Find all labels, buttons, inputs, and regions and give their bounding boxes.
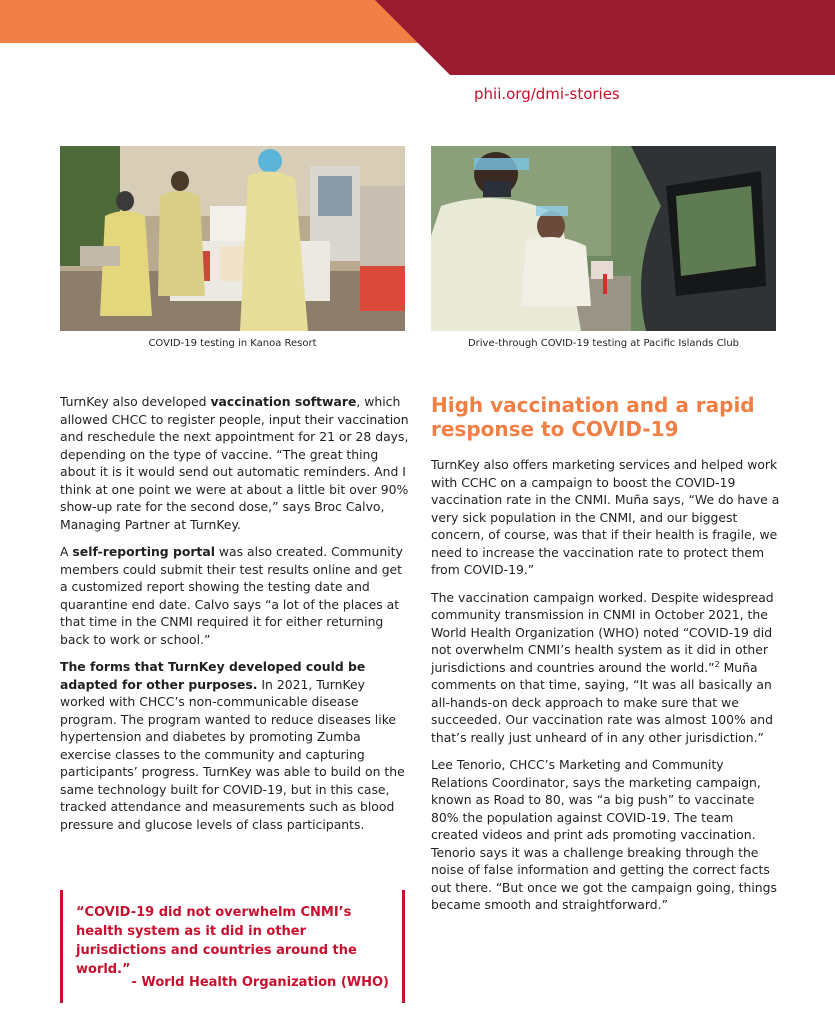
paragraph: Lee Tenorio, CHCC’s Marketing and Community Relations Coordinator, says the marketing campaign, known as Road to 80, was “a big push” to vaccinate 80% the population against COVID-19. The team created videos and print ads promoting vaccination. Tenorio says it was a challenge breaking through the noise of false information and getting the correct facts out there. “But once we got the campaign going, things became smooth and straightforward.” [431, 757, 777, 912]
paragraph: The vaccination campaign worked. Despite widespread community transmission in CNMI in October 2021, the World Health Organization (WHO) noted “COVID-19 did not overwhelm CNMI’s health system as it did in other jurisdictions and countries around the world.”$^2$ Muña comments on that time, saying, “It was all basically an all-hands-on deck approach to make sure that we succeeded. Our vaccination rate was almost 100% and that’s really just unheard of in any other jurisdiction.” [431, 589, 774, 745]
quote-attribution: - World Health Organization (WHO) [131, 975, 389, 990]
photo-testing-station-image [60, 146, 405, 331]
left-column [60, 393, 410, 843]
pull-quote [60, 890, 405, 1003]
photo-kanoa-resort-testing [60, 146, 405, 331]
photo-drive-through-testing [431, 146, 776, 331]
paragraph: A self-reporting portal was also created. Community members could submit their test results online and get a customized report showing the testing date and quarantine end date. Calvo says “a lot of the places at that time in the CNMI required it for either returning back to work or school.” [60, 544, 403, 647]
footnote-marker[interactable]: 2 [714, 659, 720, 669]
section-heading: High vaccination and a rapid response to COVID-19 [431, 393, 755, 441]
quote-bar-right [402, 890, 405, 1003]
photo-caption: Drive-through COVID-19 testing at Pacific Islands Club [467, 338, 740, 349]
paragraph: TurnKey also developed vaccination software, which allowed CHCC to register people, input their vaccination and reschedule the next appointment for 21 or 28 days, depending on the type of vaccine. “The great thing about it is it would send out automatic reminders. And I think at one point we were at about a little bit over 90% show-up rate for the second dose,” says Broc Calvo, Managing Partner at TurnKey. [60, 394, 409, 532]
header-orange-band [0, 0, 420, 43]
header-red-band [375, 0, 835, 75]
paragraph: The forms that TurnKey developed could be adapted for other purposes. In 2021, TurnKey worked with CHCC’s non-communicable disease program. The program wanted to reduce diseases like hypertension and diabetes by promoting Zumba exercise classes to the community and capturing participants’ progress. TurnKey was able to build on the same technology built for COVID-19, but in this case, tracked attendance and measurements such as blood pressure and glucose levels of class participants. [60, 659, 405, 832]
site-url-link[interactable]: phii.org/dmi-stories [474, 85, 620, 103]
quote-text: “COVID-19 did not overwhelm CNMI’s health system as it did in other jurisdictions and countries around the world.” [76, 905, 357, 977]
paragraph: TurnKey also offers marketing services and helped work with CCHC on a campaign to boost the COVID-19 vaccination rate in the CNMI. Muña says, “We do have a very sick population in the CNMI, and our biggest concern, of course, was that if their health is fragile, we need to increase the vaccination rate to protect them from COVID-19.” [431, 457, 780, 577]
quote-bar-left [60, 890, 63, 1003]
photo-drive-through-image [431, 146, 776, 331]
right-column [431, 456, 781, 924]
photo-caption: COVID-19 testing in Kanoa Resort [148, 338, 317, 349]
